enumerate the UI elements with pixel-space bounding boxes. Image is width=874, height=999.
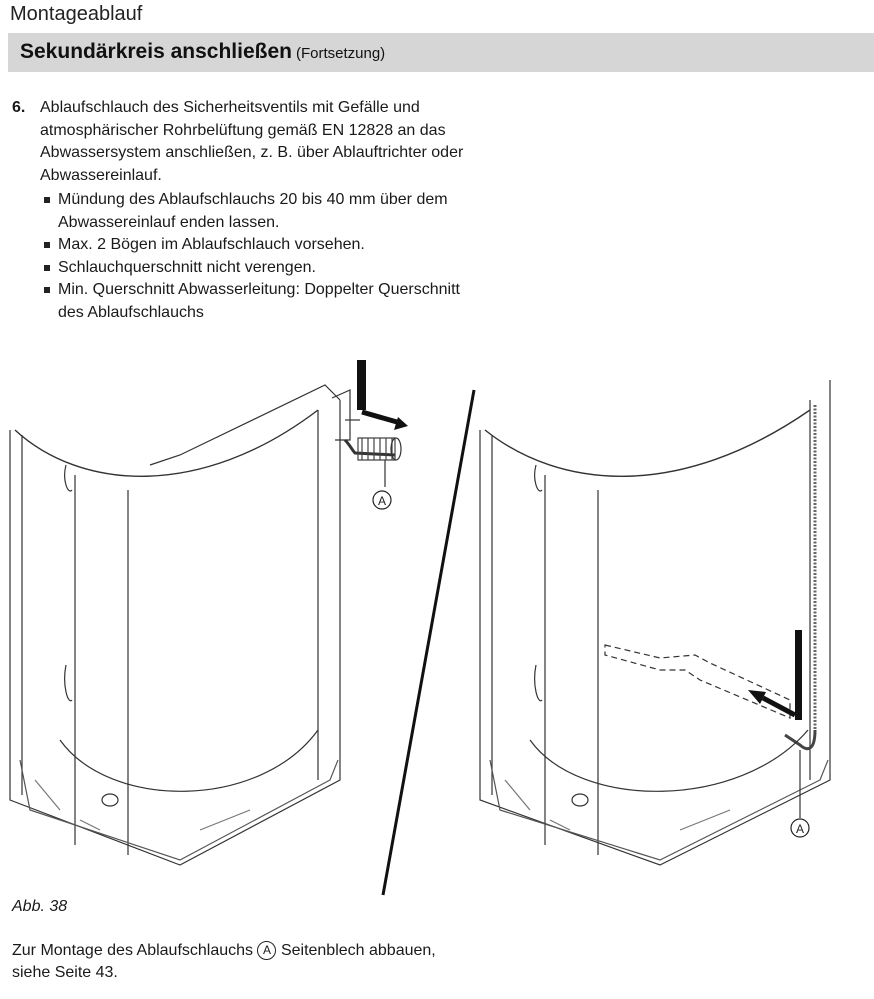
step-text: Ablaufschlauch des Sicherheitsventils mit Gefälle und atmosphärischer Rohrbelüftung gemäß EN 12828 an das Abwassersystem anschließen, z. B. über Ablauftrichter oder Abwassereinlauf. [40, 99, 464, 184]
bullet-item: Mündung des Ablaufschlauchs 20 bis 40 mm über dem Abwassereinlauf enden lassen. [42, 189, 472, 234]
bullet-item: Max. 2 Bögen im Ablaufschlauch vorsehen. [42, 234, 472, 257]
section-heading-bar [8, 33, 874, 72]
note-text-after: Seitenblech abbauen, siehe Seite 43. [12, 942, 436, 981]
callout-a-left: A [377, 494, 387, 508]
step-bullet-list [42, 189, 472, 324]
note-text-before: Zur Montage des Ablaufschlauchs [12, 942, 254, 959]
section-title-subtitle: (Fortsetzung) [295, 45, 386, 62]
callout-a-right: A [795, 822, 805, 836]
section-title-main: Sekundärkreis anschließen [20, 40, 292, 63]
bullet-item: Schlauchquerschnitt nicht verengen. [42, 257, 472, 280]
section-title [20, 40, 385, 64]
figure-divider-line [383, 390, 474, 895]
left-unit-drawing [10, 360, 408, 865]
callout-a-marker: A [257, 941, 276, 960]
page-header-title: Montageablauf [10, 3, 143, 25]
figure-caption: Abb. 38 [12, 898, 68, 915]
bullet-item: Min. Querschnitt Abwasserleitung: Doppelter Querschnitt des Ablaufschlauchs [42, 279, 472, 324]
assembly-figure [0, 340, 874, 900]
note-paragraph [12, 940, 452, 984]
step-number: 6. [12, 99, 26, 116]
right-unit-drawing [480, 380, 830, 865]
